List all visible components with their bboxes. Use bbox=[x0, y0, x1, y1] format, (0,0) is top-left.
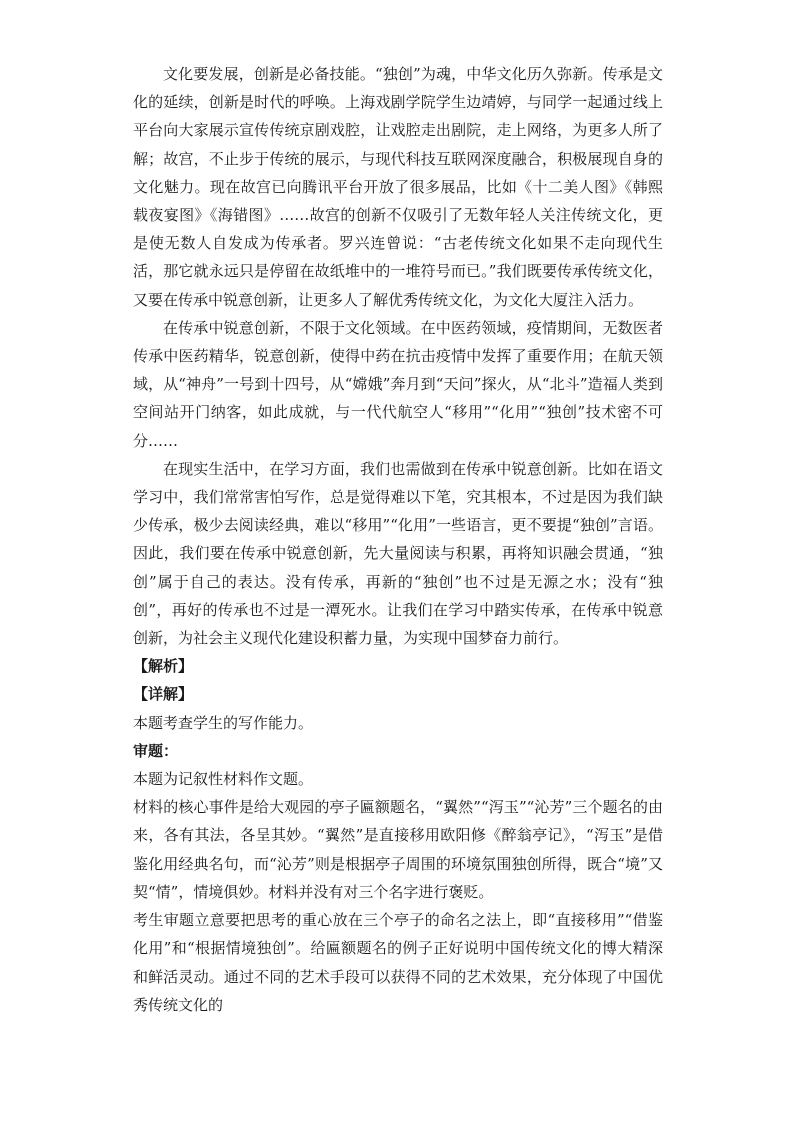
core-event-paragraph: 材料的核心事件是给大观园的亭子匾额题名，“翼然”“泻玉”“沁芳”三个题名的由来，各有其法，各呈其妙。“翼然”是直接移用欧阳修《醉翁亭记》，“泻玉”是借鉴化用经典名句，而“沁芳”则是根据亭子周围的环境氛围独创所得，既合“境”又契“情”，情境俱妙。材料并没有对三个名字进行褒贬。 bbox=[133, 798, 663, 901]
question-type-line: 本题为记叙性材料作文题。 bbox=[133, 770, 314, 789]
essay-paragraph-study: 在现实生活中，在学习方面，我们也需做到在传承中锐意创新。比如在语文学习中，我们常常害怕写作，总是觉得难以下笔，究其根本，不过是因为我们缺少传承，极少去阅读经典，难以“移用”“化用”一些语言，更不要提“独创”言语。因此，我们要在传承中锐意创新，先大量阅读与积累，再将知识融会贯通，“独创”属于自己的表达。没有传承，再新的“独创”也不过是无源之水；没有“独创”，再好的传承也不过是一潭死水。让我们在学习中踏实传承，在传承中锐意创新，为社会主义现代化建设积蓄力量，为实现中国梦奋力前行。 bbox=[133, 459, 663, 648]
intent-advice-paragraph: 考生审题立意要把思考的重心放在三个亭子的命名之法上，即“直接移用”“借鉴化用”和“根据情境独创”。给匾额题名的例子正好说明中国传统文化的博大精深和鲜活灵动。通过不同的艺术手段可以获得不同的艺术效果，充分体现了中国优秀传统文化的 bbox=[133, 911, 663, 1014]
analysis-intro: 本题考查学生的写作能力。 bbox=[133, 713, 314, 732]
detail-heading: 【详解】 bbox=[133, 685, 194, 704]
document-page bbox=[133, 60, 663, 1019]
essay-paragraph-culture: 文化要发展，创新是必备技能。“独创”为魂，中华文化历久弥新。传承是文化的延续，创新是时代的呼唤。上海戏剧学院学生边靖婷，与同学一起通过线上平台向大家展示宣传传统京剧戏腔，让戏腔走出剧院，走上网络，为更多人所了解；故宫，不止步于传统的展示，与现代科技互联网深度融合，积极展现自身的文化魅力。现在故宫已向腾讯平台开放了很多展品，比如《十二美人图》《韩熙载夜宴图》《海错图》……故宫的创新不仅吸引了无数年轻人关注传统文化，更是使无数人自发成为传承者。罗兴连曾说：“古老传统文化如果不走向现代生活，那它就永远只是停留在故纸堆中的一堆符号而已。”我们既要传承传统文化，又要在传承中锐意创新，让更多人了解优秀传统文化，为文化大厦注入活力。 bbox=[133, 65, 663, 309]
shenti-heading: 审题： bbox=[133, 741, 179, 760]
analysis-heading: 【解析】 bbox=[133, 657, 194, 676]
essay-paragraph-fields: 在传承中锐意创新，不限于文化领域。在中医药领域，疫情期间，无数医者传承中医药精华，锐意创新，使得中药在抗击疫情中发挥了重要作用；在航天领域，从“神舟”一号到十四号，从“嫦娥”奔月到“天问”探火，从“北斗”造福人类到空间站开门纳客，如此成就，与一代代航空人“移用”“化用”“独创”技术密不可分…… bbox=[133, 318, 663, 450]
